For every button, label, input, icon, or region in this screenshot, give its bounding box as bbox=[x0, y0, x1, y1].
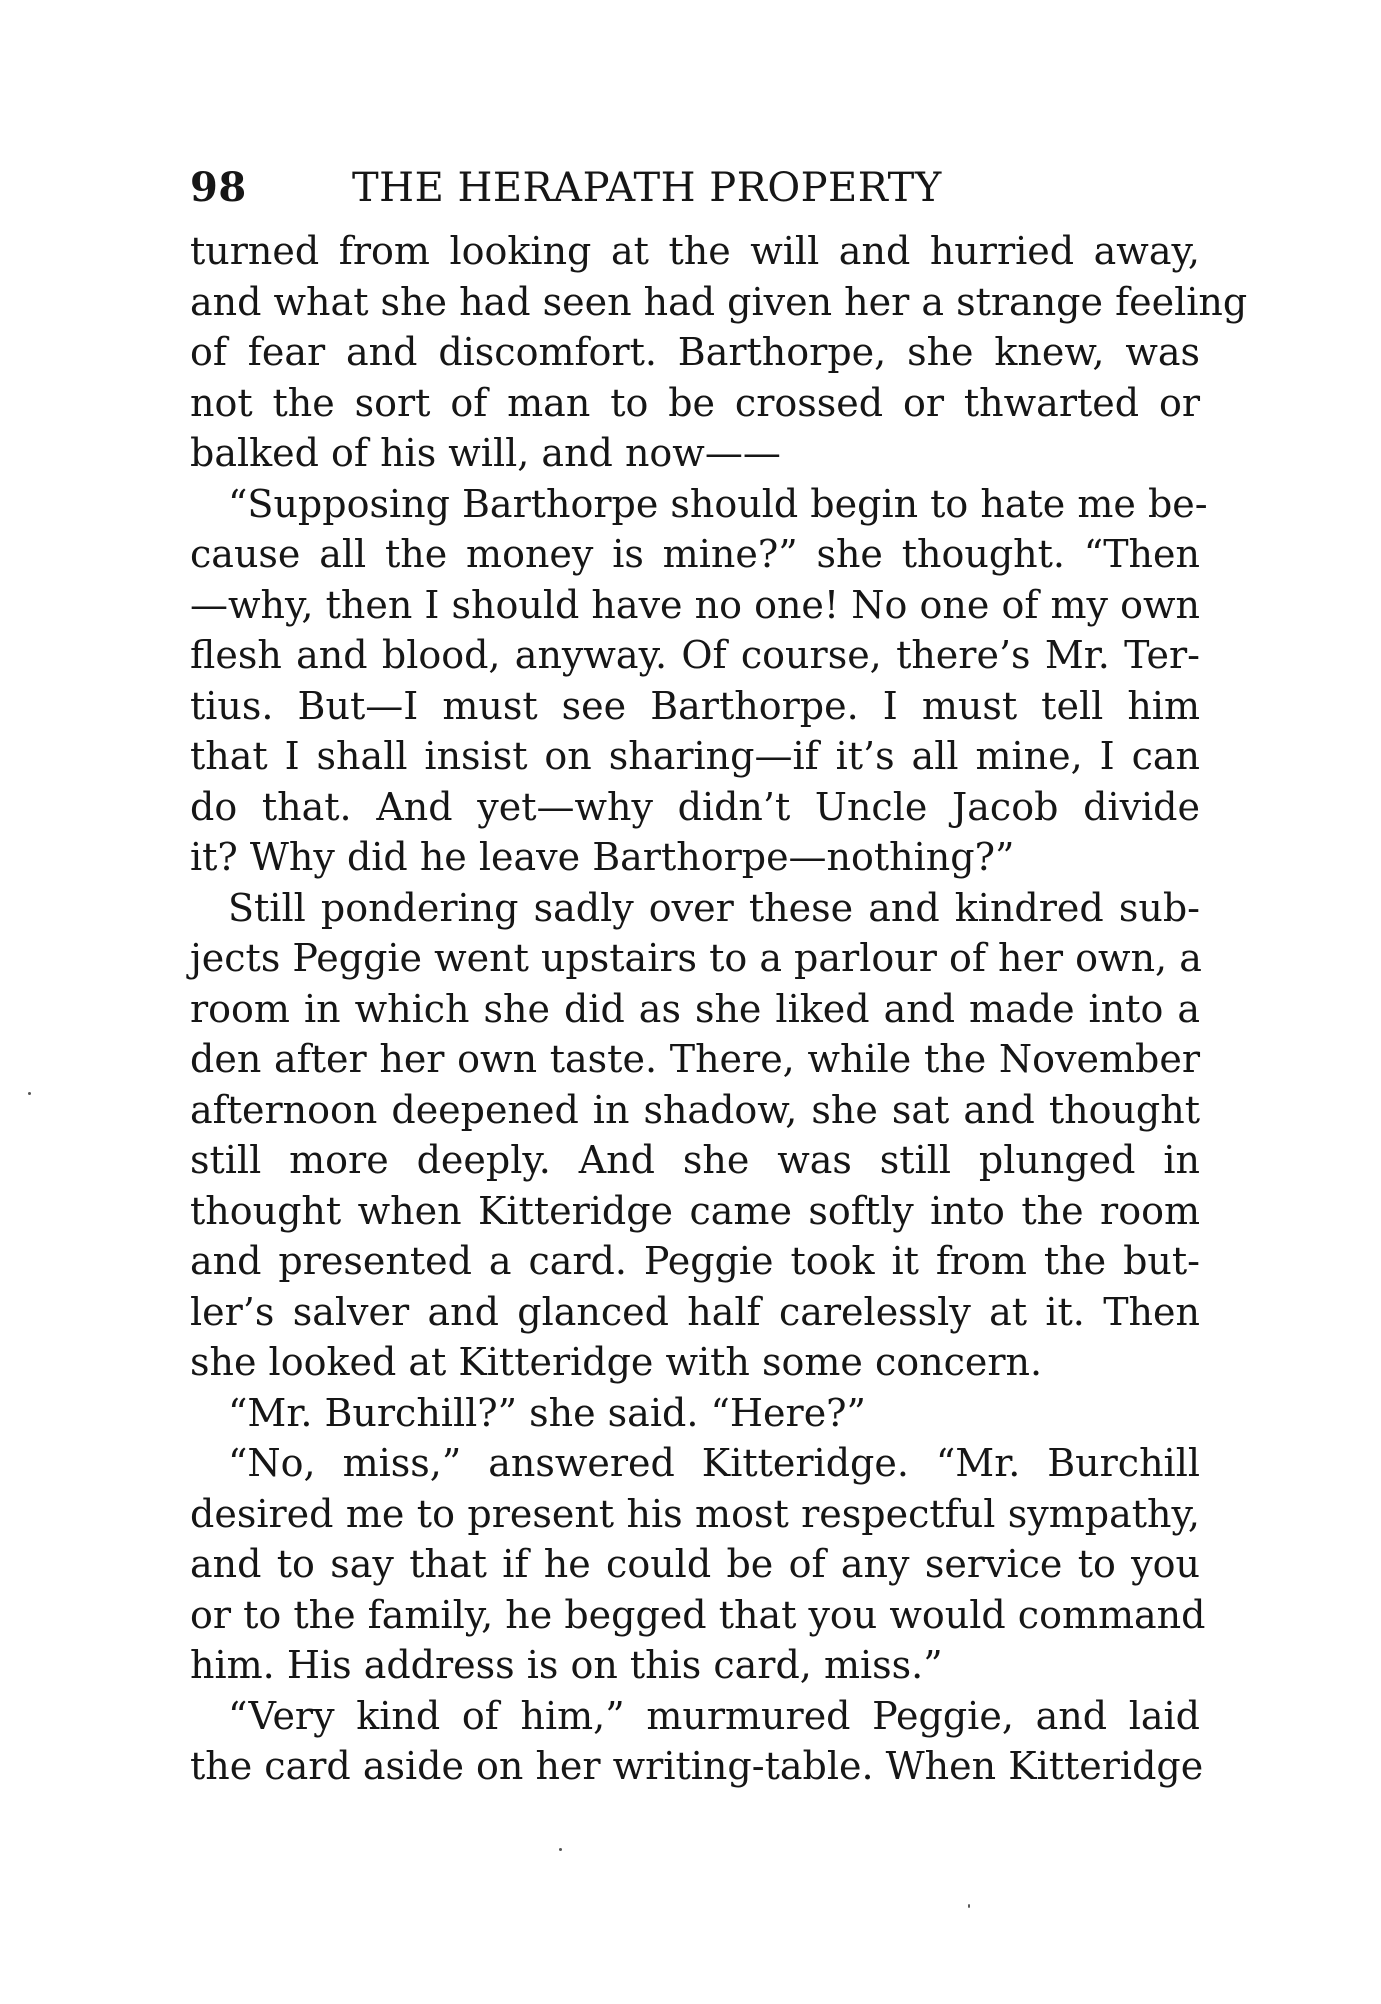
scan-speck bbox=[559, 1848, 562, 1851]
text-line: cause all the money is mine?” she thought. “Then bbox=[190, 532, 1200, 576]
text-line: jects Peggie went upstairs to a parlour of her own, a bbox=[190, 936, 1202, 980]
text-line: do that. And yet—why didn’t Uncle Jacob divide bbox=[190, 784, 1200, 829]
text-line: thought when Kitteridge came softly into the room bbox=[190, 1188, 1200, 1233]
scan-speck bbox=[28, 1092, 31, 1095]
text-line: desired me to present his most respectful sympathy, bbox=[190, 1491, 1200, 1536]
page-number: 98 bbox=[190, 164, 247, 211]
text-line: and what she had seen had given her a strange feeling bbox=[190, 279, 1248, 324]
text-line: tius. But—I must see Barthorpe. I must tell him bbox=[190, 683, 1200, 728]
text-line: “Very kind of him,” murmured Peggie, and laid bbox=[228, 1693, 1200, 1738]
text-line: she looked at Kitteridge with some concern. bbox=[190, 1340, 1043, 1384]
text-line: Still pondering sadly over these and kindred sub- bbox=[228, 885, 1200, 930]
text-line: the card aside on her writing-table. When Kitteridge bbox=[190, 1744, 1204, 1788]
text-line: afternoon deepened in shadow, she sat and thought bbox=[190, 1087, 1200, 1132]
text-line: den after her own taste. There, while the November bbox=[190, 1037, 1200, 1081]
text-line: room in which she did as she liked and made into a bbox=[190, 986, 1200, 1031]
text-line: still more deeply. And she was still plunged in bbox=[190, 1138, 1200, 1182]
text-line: him. His address is on this card, miss.” bbox=[190, 1643, 943, 1687]
text-line: or to the family, he begged that you would command bbox=[190, 1592, 1206, 1637]
scan-speck bbox=[968, 1904, 970, 1908]
text-line: ler’s salver and glanced half carelessly at it. Then bbox=[190, 1289, 1200, 1334]
page-header bbox=[190, 158, 1200, 218]
text-line: flesh and blood, anyway. Of course, there’s Mr. Ter- bbox=[190, 633, 1200, 677]
text-line: balked of his will, and now—— bbox=[190, 431, 781, 475]
text-line: turned from looking at the will and hurried away, bbox=[190, 229, 1200, 273]
text-line: —why, then I should have no one! No one of my own bbox=[190, 582, 1200, 627]
body-text bbox=[190, 226, 1248, 1792]
text-line: that I shall insist on sharing—if it’s all mine, I can bbox=[190, 734, 1200, 778]
text-line: and to say that if he could be of any service to you bbox=[190, 1542, 1200, 1586]
text-line: “No, miss,” answered Kitteridge. “Mr. Burchill bbox=[228, 1441, 1200, 1485]
text-line: it? Why did he leave Barthorpe—nothing?” bbox=[190, 835, 1015, 879]
text-line: of fear and discomfort. Barthorpe, she knew, was bbox=[190, 330, 1200, 374]
text-line: “Supposing Barthorpe should begin to hate me be- bbox=[228, 481, 1208, 526]
text-line: not the sort of man to be crossed or thwarted or bbox=[190, 380, 1200, 425]
text-line: “Mr. Burchill?” she said. “Here?” bbox=[228, 1390, 866, 1435]
running-title: THE HERAPATH PROPERTY bbox=[352, 165, 942, 211]
text-line: and presented a card. Peggie took it from the but- bbox=[190, 1239, 1200, 1283]
